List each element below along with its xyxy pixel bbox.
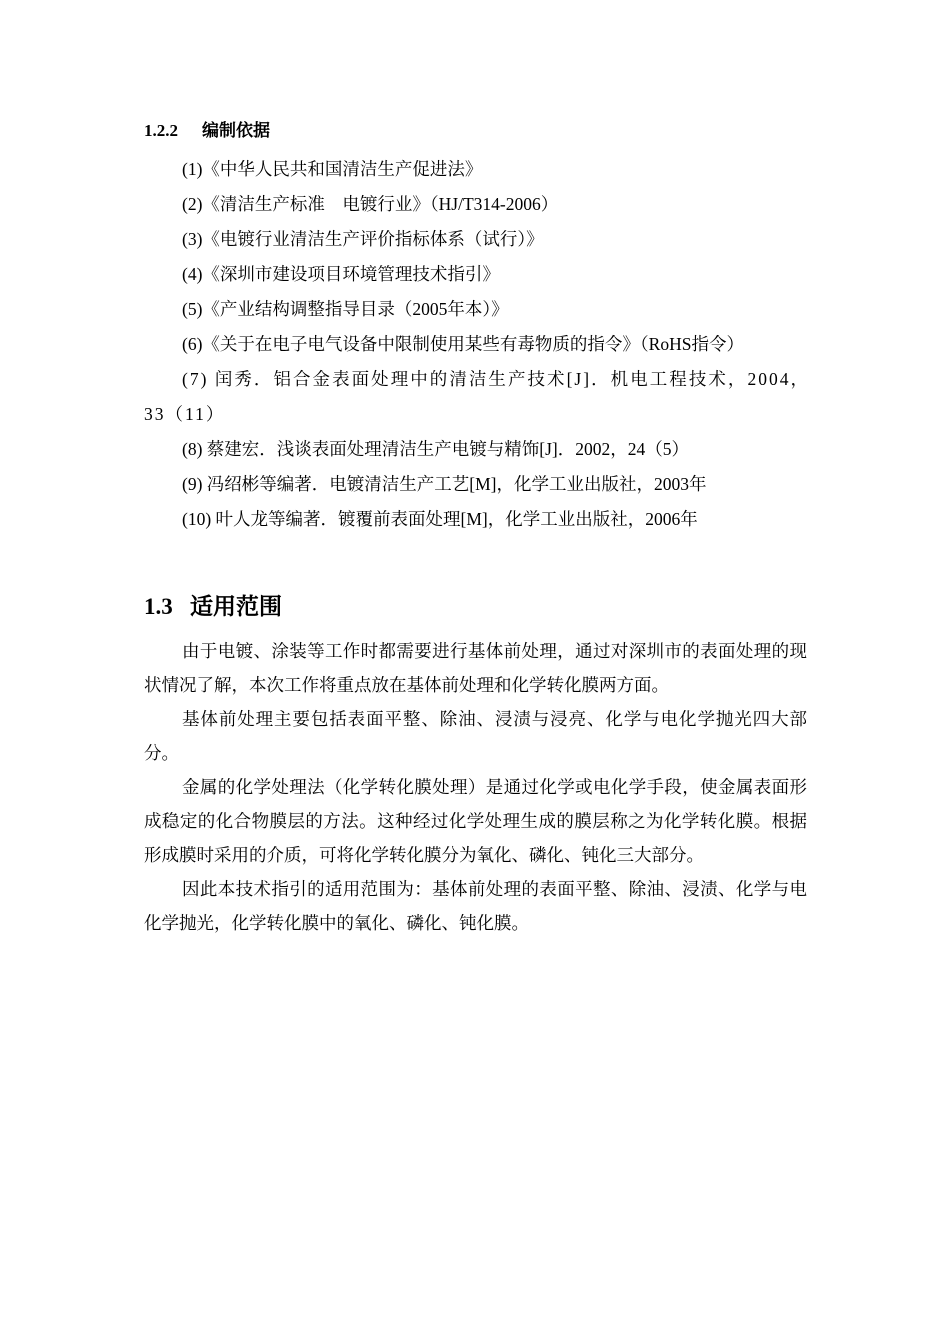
section-body [144, 634, 807, 940]
reference-item: (9) 冯绍彬等编著．电镀清洁生产工艺[M]，化学工业出版社，2003年 [182, 474, 707, 494]
body-paragraph: 因此本技术指引的适用范围为：基体前处理的表面平整、除油、浸渍、化学与电化学抛光，化学转化膜中的氧化、磷化、钝化膜。 [144, 879, 807, 933]
reference-item: (3)《电镀行业清洁生产评价指标体系（试行）》 [182, 229, 544, 249]
reference-item: (7) 闰秀．铝合金表面处理中的清洁生产技术[J]．机电工程技术，2004，33（11） [144, 369, 810, 424]
reference-item: (4)《深圳市建设项目环境管理技术指引》 [182, 264, 500, 284]
section-title: 编制依据 [202, 121, 270, 140]
reference-item: (6)《关于在电子电气设备中限制使用某些有毒物质的指令》（RoHS指令） [182, 334, 744, 354]
reference-item: (10) 叶人龙等编著．镀覆前表面处理[M]，化学工业出版社，2006年 [182, 509, 698, 529]
body-paragraph: 金属的化学处理法（化学转化膜处理）是通过化学或电化学手段，使金属表面形成稳定的化合物膜层的方法。这种经过化学处理生成的膜层称之为化学转化膜。根据形成膜时采用的介质，可将化学转化膜分为氧化、磷化、钝化三大部分。 [144, 777, 807, 865]
body-paragraph: 基体前处理主要包括表面平整、除油、浸渍与浸亮、化学与电化学抛光四大部分。 [144, 709, 807, 763]
section-number: 1.3 [144, 594, 173, 619]
body-paragraph: 由于电镀、涂装等工作时都需要进行基体前处理，通过对深圳市的表面处理的现状情况了解，本次工作将重点放在基体前处理和化学转化膜两方面。 [144, 641, 807, 695]
reference-list [144, 152, 810, 537]
section-title: 适用范围 [190, 594, 282, 619]
section-number: 1.2.2 [144, 121, 178, 140]
reference-item: (8) 蔡建宏．浅谈表面处理清洁生产电镀与精饰[J]．2002，24（5） [182, 439, 689, 459]
section-heading-1-3 [144, 588, 282, 621]
reference-item: (1)《中华人民共和国清洁生产促进法》 [182, 159, 483, 179]
reference-item: (5)《产业结构调整指导目录（2005年本）》 [182, 299, 509, 319]
reference-item: (2)《清洁生产标准 电镀行业》（HJ/T314-2006） [182, 194, 559, 214]
section-heading-1-2-2 [144, 116, 270, 141]
